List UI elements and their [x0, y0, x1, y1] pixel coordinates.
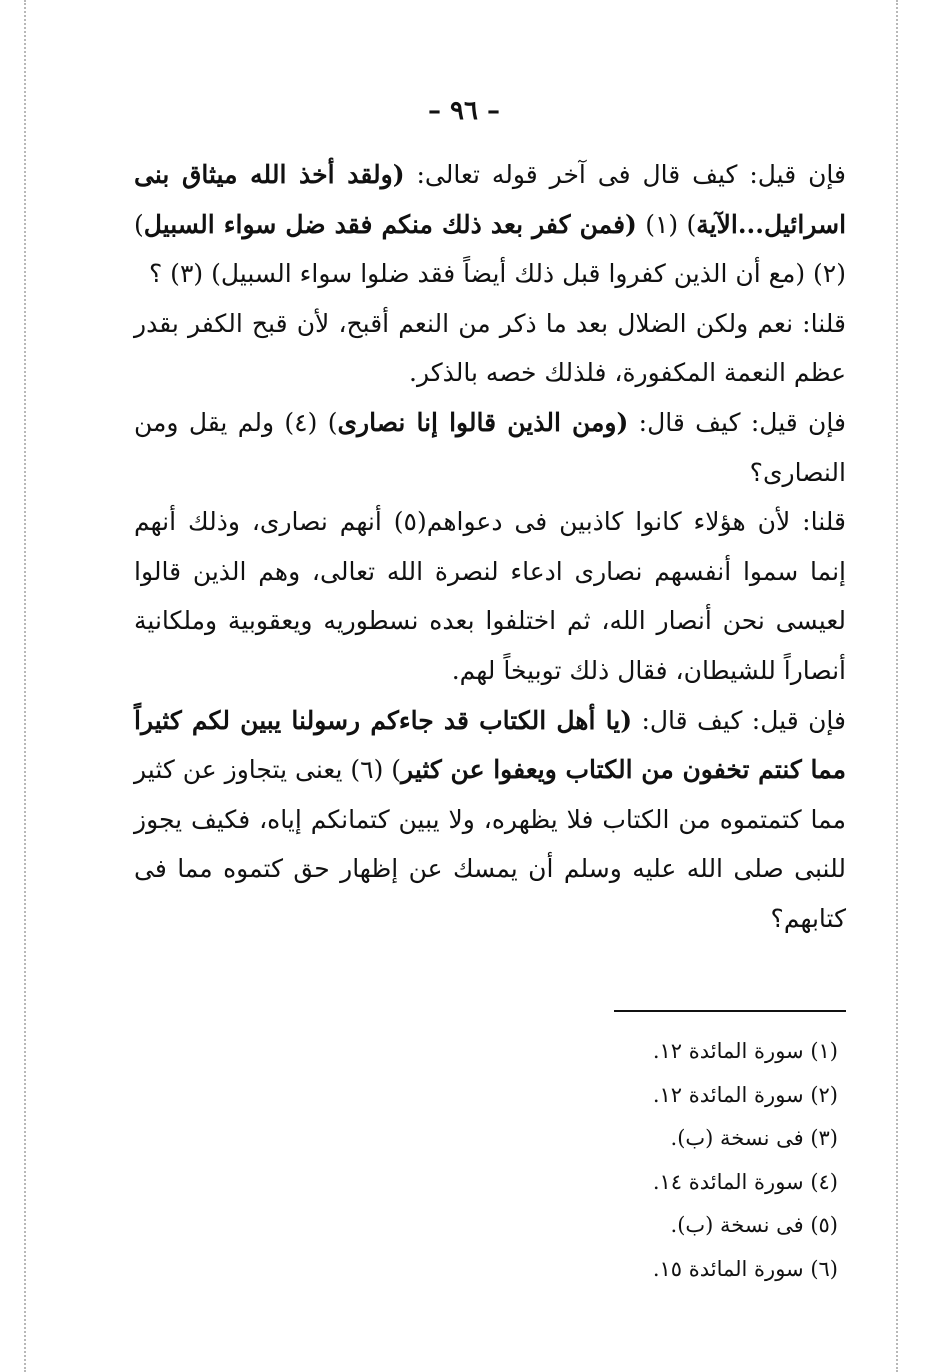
footnote-separator [614, 1010, 846, 1012]
footnote: (٦) سورة المائدة ١٥. [652, 1256, 838, 1281]
quran-quote: (ومن الذين قالوا إنا نصارى [337, 407, 629, 437]
text-span: فإن قيل: كيف قال: [632, 705, 846, 735]
footnote: (٢) سورة المائدة ١٢. [652, 1082, 838, 1107]
text-span: فإن قيل: كيف قال: [628, 407, 846, 437]
text-span: ) (٢) (مع أن الذين كفروا قبل ذلك أيضاً فقد ضلوا سواء السبيل) (٣) ؟ [134, 209, 846, 289]
text-span: فإن قيل: كيف قال فى آخر قوله تعالى: [404, 160, 847, 189]
paragraph [134, 150, 846, 299]
right-edge-dots [896, 0, 898, 1372]
footnote: (١) سورة المائدة ١٢. [652, 1039, 838, 1063]
text-span: قلنا: نعم ولكن الضلال بعد ما ذكر من النعم أقبح، لأن قبح الكفر بقدر عظم النعمة المكفورة، فلذلك خصه بالذكر. [134, 308, 846, 388]
footnotes [560, 1030, 838, 1292]
left-edge-dots [24, 0, 26, 1372]
footnote: (٥) فى نسخة (ب). [670, 1213, 838, 1238]
text-span: ) (٤) ولم يقل ومن النصارى؟ [134, 407, 846, 487]
body-text [134, 150, 846, 944]
page-number: – ٩٦ – [427, 96, 501, 126]
paragraph [134, 696, 846, 944]
quran-quote: (يا أهل الكتاب قد جاءكم رسولنا يبين لكم كثيراً مما كنتم تخفون من الكتاب ويعفوا عن كثير [134, 705, 846, 785]
footnote: (٣) فى نسخة (ب). [670, 1126, 838, 1151]
footnote: (٤) سورة المائدة ١٤. [652, 1169, 838, 1194]
quran-quote: (فمن كفر بعد ذلك منكم فقد ضل سواء السبيل [143, 209, 637, 239]
text-span: ) (٦) يعنى يتجاوز عن كثير مما كتمتموه من الكتاب فلا يظهره، ولا يبين كتمانكم إياه، فكيف يجوز للنبى صلى الله عليه وسلم أن يمسك عن إظهار حق كتموه مما فى كتابهم؟ [134, 755, 846, 933]
text-span: قلنا: لأن هؤلاء كانوا كاذبين فى دعواهم(٥) أنهم نصارى، وذلك أنهم إنما سموا أنفسهم نصارى ادعاء لنصرة الله تعالى، وهم الذين قالوا لعيسى نحن أنصار الله، ثم اختلفوا بعده نسطوريه ويعقوبية وملكانية أنصاراً للشيطان، فقال ذلك توبيخاً لهم. [134, 507, 846, 685]
text-span: ) (١) [636, 209, 697, 239]
paragraph [134, 299, 846, 398]
paragraph [134, 497, 846, 695]
quran-quote: (ولقد أخذ الله ميثاق بنى اسرائيل...الآية [134, 160, 847, 239]
paragraph [134, 398, 846, 497]
